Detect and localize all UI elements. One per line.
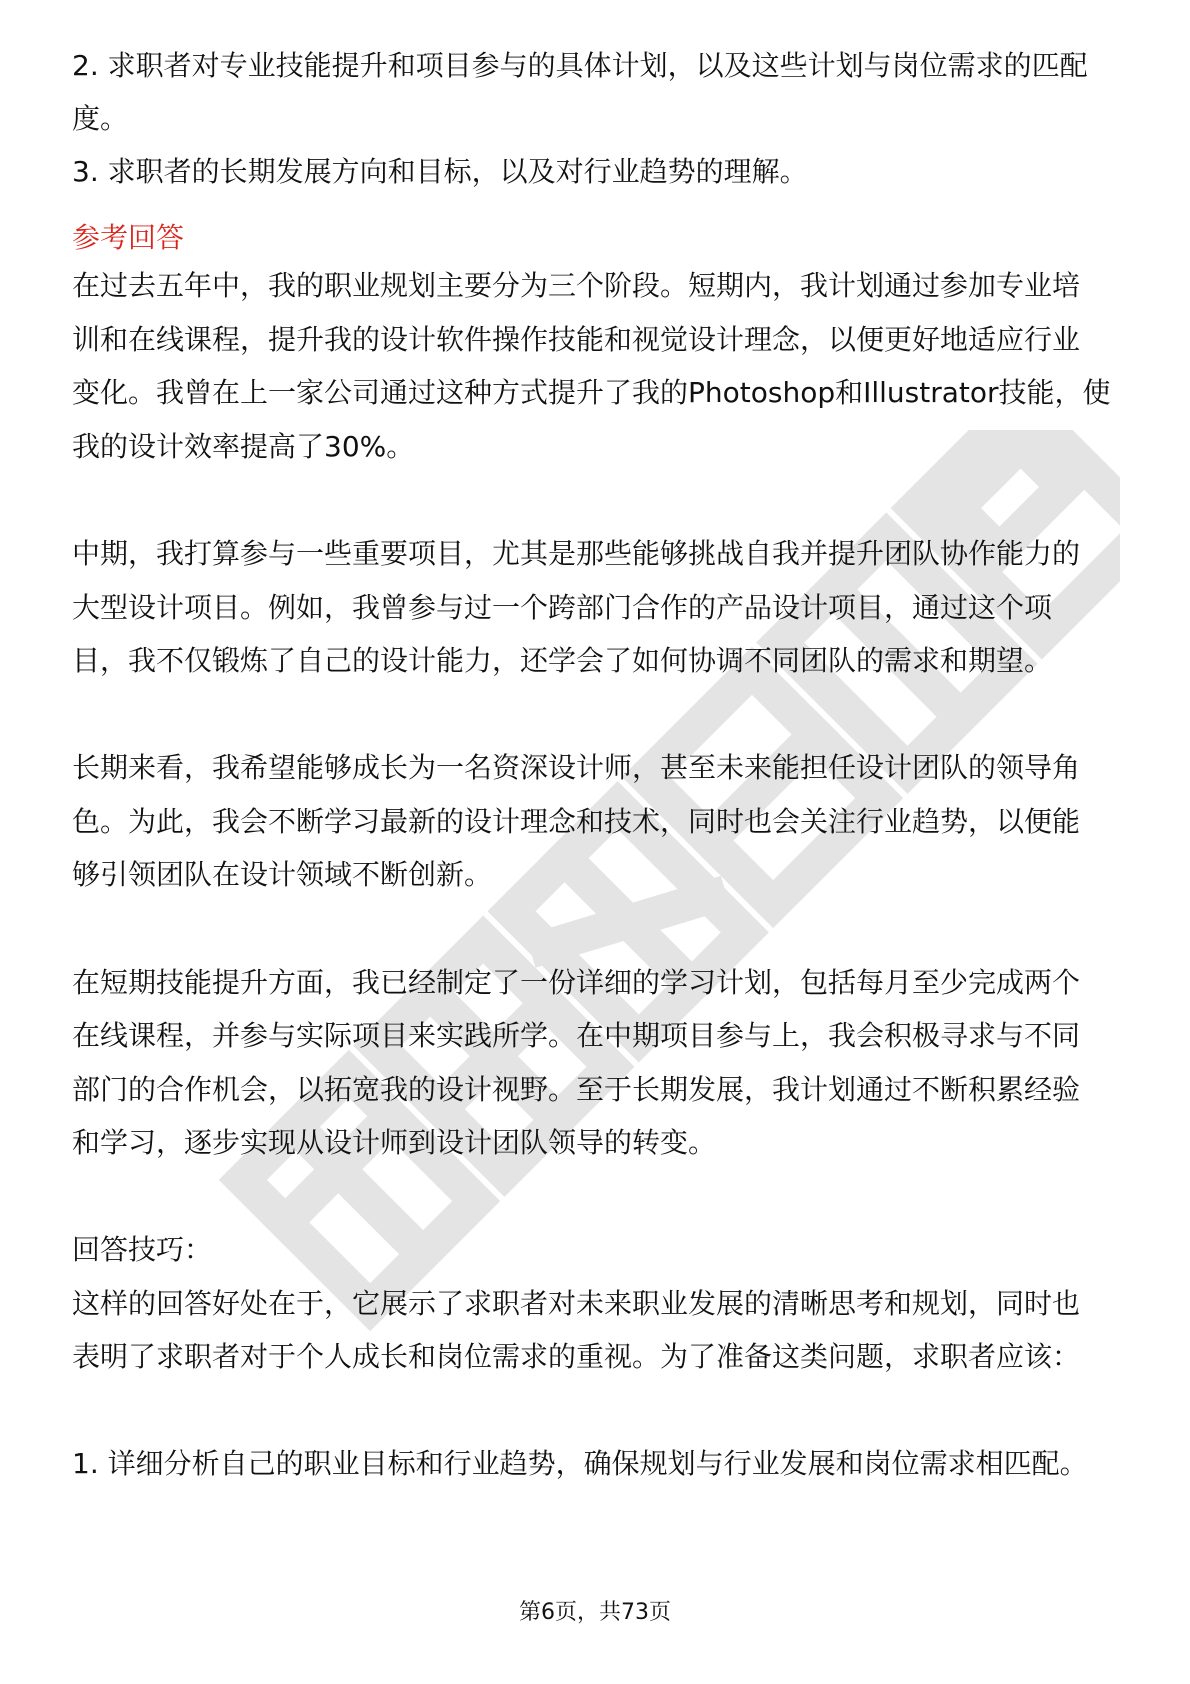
tips-point-1: 1. 详细分析自己的职业目标和行业趋势，确保规划与行业发展和岗位需求相匹配。 [72,1447,1088,1480]
paragraph3-line: 长期来看，我希望能够成长为一名资深设计师，甚至未来能担任设计团队的领导角 [72,751,1081,784]
intro-point-3: 3. 求职者的长期发展方向和目标，以及对行业趋势的理解。 [72,155,808,188]
paragraph2-line: 大型设计项目。例如，我曾参与过一个跨部门合作的产品设计项目，通过这个项 [72,591,1053,624]
paragraph3-line: 色。为此，我会不断学习最新的设计理念和技术，同时也会关注行业趋势，以便能 [72,805,1081,838]
paragraph1-line: 变化。我曾在上一家公司通过这种方式提升了我的Photoshop和Illustrator技能，使 [72,376,1111,409]
tips-paragraph-line: 表明了求职者对于个人成长和岗位需求的重视。为了准备这类问题，求职者应该： [72,1340,1081,1373]
paragraph4-line: 和学习，逐步实现从设计师到设计团队领导的转变。 [72,1126,717,1159]
tips-paragraph-line: 这样的回答好处在于，它展示了求职者对未来职业发展的清晰思考和规划，同时也 [72,1287,1081,1320]
paragraph4-line: 部门的合作机会，以拓宽我的设计视野。至于长期发展，我计划通过不断积累经验 [72,1073,1081,1106]
paragraph4-line: 在短期技能提升方面，我已经制定了一份详细的学习计划，包括每月至少完成两个 [72,966,1081,999]
paragraph1-line: 在过去五年中，我的职业规划主要分为三个阶段。短期内，我计划通过参加专业培 [72,269,1081,302]
intro-point-2-continued: 度。 [72,102,129,135]
tips-heading: 回答技巧： [72,1233,213,1266]
paragraph1-line: 训和在线课程，提升我的设计软件操作技能和视觉设计理念，以便更好地适应行业 [72,323,1081,356]
paragraph1-line: 我的设计效率提高了30%。 [72,430,415,463]
reference-answer-heading: 参考回答 [72,221,185,254]
intro-point-2: 2. 求职者对专业技能提升和项目参与的具体计划，以及这些计划与岗位需求的匹配 [72,49,1088,82]
paragraph2-line: 目，我不仅锻炼了自己的设计能力，还学会了如何协调不同团队的需求和期望。 [72,644,1053,677]
paragraph2-line: 中期，我打算参与一些重要项目，尤其是那些能够挑战自我并提升团队协作能力的 [72,537,1081,570]
page-number: 第6页，共73页 [519,1600,671,1625]
paragraph4-line: 在线课程，并参与实际项目来实践所学。在中期项目参与上，我会积极寻求与不同 [72,1019,1081,1052]
paragraph3-line: 够引领团队在设计领域不断创新。 [72,858,493,891]
